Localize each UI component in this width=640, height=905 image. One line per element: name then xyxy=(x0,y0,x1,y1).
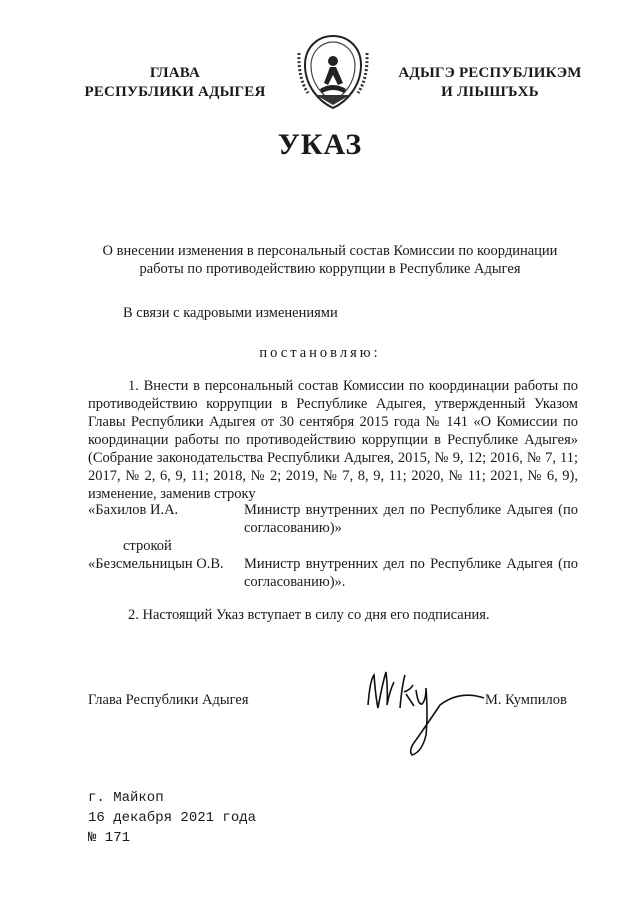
header-right-line1: АДЫГЭ РЕСПУБЛИКЭМ xyxy=(398,65,582,81)
intro-text: В связи с кадровыми изменениями xyxy=(123,305,338,321)
header-right-line2: И ЛІЫШЪХЬ xyxy=(441,84,539,100)
header-left xyxy=(70,64,280,102)
new-member-position: Министр внутренних дел по Республике Адыгея (по согласованию)». xyxy=(244,556,578,590)
replacement-label: строкой xyxy=(123,538,172,554)
coat-of-arms-emblem-icon xyxy=(296,33,370,111)
paragraph-1: 1. Внести в персональный состав Комиссии по координации работы по противодействию коррупции в Республике Адыгея, утвержденный Указом Главы Республики Адыгея от 30 сентября 2015 года № 141 «О Комиссии по координации работы по противодействию коррупции в Республике Адыгея» (Собрание законодательства Республики Адыгея, 2015, № 9, 12; 2016, № 7, 11; 2017, № 2, 6, 9, 11; 2018, № 2; 2019, № 7, 8, 9, 11; 2020, № 11; 2021, № 6, 9), изменение, заменив строку xyxy=(88,378,578,502)
header-right xyxy=(375,64,605,102)
document-title: УКАЗ xyxy=(277,128,363,161)
old-member-name: «Бахилов И.А. xyxy=(88,502,179,518)
issue-date: 16 декабря 2021 года xyxy=(88,810,257,826)
handwritten-signature-icon xyxy=(360,660,500,760)
decree-number: № 171 xyxy=(88,830,131,846)
signatory-title: Глава Республики Адыгея xyxy=(88,692,249,708)
header-left-line2: РЕСПУБЛИКИ АДЫГЕЯ xyxy=(84,84,266,100)
decree-subject: О внесении изменения в персональный состав Комиссии по координации работы по противодействию коррупции в Республике Адыгея xyxy=(102,243,558,277)
paragraph-2: 2. Настоящий Указ вступает в силу со дня его подписания. xyxy=(128,607,490,623)
new-member-name: «Безсмельницын О.В. xyxy=(88,556,224,572)
old-member-position: Министр внутренних дел по Республике Адыгея (по согласованию)» xyxy=(244,502,578,536)
signatory-name: М. Кумпилов xyxy=(485,692,567,708)
resolve-text: постановляю: xyxy=(259,345,381,361)
header-left-line1: ГЛАВА xyxy=(149,65,201,81)
issue-city: г. Майкоп xyxy=(88,790,164,806)
